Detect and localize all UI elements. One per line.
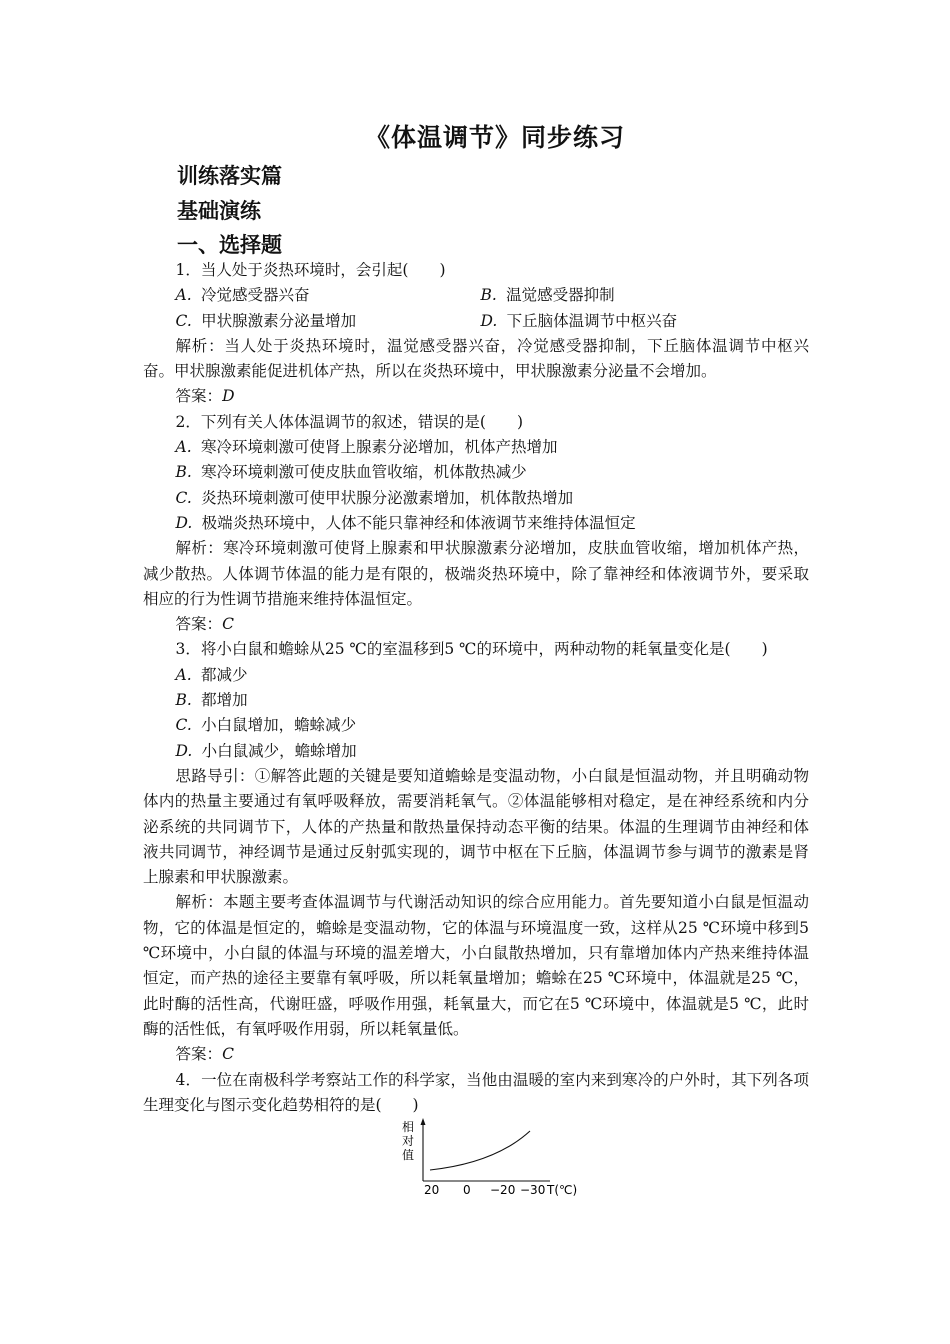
q2-option-c (143, 486, 809, 511)
q2-option-b (143, 460, 809, 485)
answer-label: 答案： (175, 1045, 223, 1064)
y-label-char: 值 (402, 1148, 415, 1162)
option-letter: A. (175, 286, 192, 305)
option-text: 都减少 (200, 665, 248, 684)
y-label-char: 相 (402, 1120, 415, 1134)
option-letter: C. (175, 488, 192, 507)
q1-stem: 1．当人处于炎热环境时，会引起( ) (175, 261, 446, 279)
x-tick-label: −20 (490, 1183, 516, 1197)
option-letter: B. (175, 691, 192, 710)
answer-value: C (222, 615, 234, 634)
option-text: 都增加 (201, 691, 248, 710)
q2-stem: 2．下列有关人体体温调节的叙述，错误的是( ) (175, 412, 524, 431)
q2-option-d (143, 511, 809, 536)
q2-option-a (143, 435, 809, 460)
q3-analysis: 解析：本题主要考查体温调节与代谢活动知识的综合应用能力。首先要知道小白鼠是恒温动物，它的体温是恒定的，蟾蜍是变温动物，它的体温与环境温度一致，这样从25 ℃环境中移到5 ℃环境中，小白鼠的体温与环境的温差增大，小白鼠散热增加，只有靠增加体内产热来维持体温恒定，而产热的途径主要靠有氧呼吸，所以耗氧量增加；蟾蜍在25 ℃环境中，体温就是25 ℃，此时酶的活性高，代谢旺盛，呼吸作用强，耗氧量大，而它在5 ℃环境中，体温就是5 ℃，此时酶的活性低，有氧呼吸作用弱，所以耗氧量低。 (143, 893, 809, 1038)
q1-option-d (481, 309, 786, 334)
section-heading-training: 训练落实篇 (177, 164, 282, 188)
q1-options-row-1 (143, 283, 809, 308)
option-text: 冷觉感受器兴奋 (200, 286, 310, 305)
y-axis-arrow (421, 1118, 426, 1125)
q3-option-a (143, 663, 809, 688)
option-text: 极端炎热环境中，人体不能只靠神经和体液调节来维持体温恒定 (201, 513, 636, 532)
section-heading-basic: 基础演练 (177, 199, 261, 223)
option-text: 寒冷环境刺激可使皮肤血管收缩，机体散热减少 (201, 463, 527, 482)
q1-option-a (176, 283, 481, 308)
answer-value: D (222, 387, 235, 406)
q1-option-b (481, 283, 786, 308)
q2-analysis: 解析：寒冷环境刺激可使肾上腺素和甲状腺激素分泌增加，皮肤血管收缩，增加机体产热，减少散热。人体调节体温的能力是有限的，极端炎热环境中，除了靠神经和体液调节外，要采取相应的行为性调节措施来维持体温恒定。 (143, 539, 809, 608)
document-title: 《体温调节》同步练习 (364, 123, 625, 152)
x-axis-label: T(℃) (547, 1183, 578, 1197)
q1-analysis: 解析：当人处于炎热环境时，温觉感受器兴奋，冷觉感受器抑制，下丘脑体温调节中枢兴奋。甲状腺激素能促进机体产热，所以在炎热环境中，甲状腺激素分泌量不会增加。 (143, 336, 809, 381)
option-text: 甲状腺激素分泌量增加 (201, 311, 357, 330)
q1-option-c (176, 309, 481, 334)
option-text: 下丘脑体温调节中枢兴奋 (506, 311, 678, 330)
q3-option-d (143, 739, 809, 764)
x-tick-label: −30 (520, 1183, 546, 1197)
option-letter: D. (480, 311, 498, 330)
option-letter: D. (175, 741, 193, 760)
option-text: 温觉感受器抑制 (506, 286, 615, 305)
option-letter: D. (175, 513, 193, 532)
q3-stem: 3．将小白鼠和蟾蜍从25 ℃的室温移到5 ℃的环境中，两种动物的耗氧量变化是( ) (175, 640, 768, 659)
trend-curve (430, 1131, 530, 1170)
option-text: 寒冷环境刺激可使肾上腺素分泌增加，机体产热增加 (200, 438, 558, 457)
q1-options-row-2 (143, 309, 809, 334)
trend-graph (400, 1117, 580, 1207)
option-letter: B. (175, 463, 192, 482)
option-letter: C. (175, 311, 192, 330)
question-content (143, 258, 809, 1118)
q4-stem: 4．一位在南极科学考察站工作的科学家，当他由温暖的室内来到寒冷的户外时，其下列各项生理变化与图示变化趋势相符的是( ) (143, 1070, 809, 1114)
answer-value: C (222, 1045, 234, 1064)
answer-label: 答案： (175, 615, 223, 634)
x-tick-label: 0 (463, 1183, 471, 1197)
option-text: 小白鼠减少，蟾蜍增加 (201, 741, 357, 760)
x-tick-label: 20 (424, 1183, 440, 1197)
option-text: 小白鼠增加，蟾蜍减少 (201, 716, 357, 735)
option-letter: C. (175, 716, 192, 735)
y-label-char: 对 (402, 1134, 415, 1148)
q3-answer (143, 1042, 809, 1067)
option-text: 炎热环境刺激可使甲状腺分泌激素增加，机体散热增加 (201, 488, 574, 507)
option-letter: B. (480, 286, 497, 305)
answer-label: 答案： (175, 387, 223, 406)
q3-option-b (143, 688, 809, 713)
q2-answer (143, 612, 809, 637)
option-letter: A. (175, 665, 192, 684)
option-letter: A. (175, 438, 192, 457)
trend-figure (400, 1117, 580, 1207)
q3-option-c (143, 713, 809, 738)
section-heading-choice: 一、选择题 (177, 233, 282, 257)
q1-answer (143, 384, 809, 409)
q3-guide: 思路导引：①解答此题的关键是要知道蟾蜍是变温动物，小白鼠是恒温动物，并且明确动物体内的热量主要通过有氧呼吸释放，需要消耗氧气。②体温能够相对稳定，是在神经系统和内分泌系统的共同调节下，人体的产热量和散热量保持动态平衡的结果。体温的生理调节由神经和体液共同调节，神经调节是通过反射弧实现的，调节中枢在下丘脑，体温调节参与调节的激素是肾上腺素和甲状腺激素。 (143, 766, 809, 887)
